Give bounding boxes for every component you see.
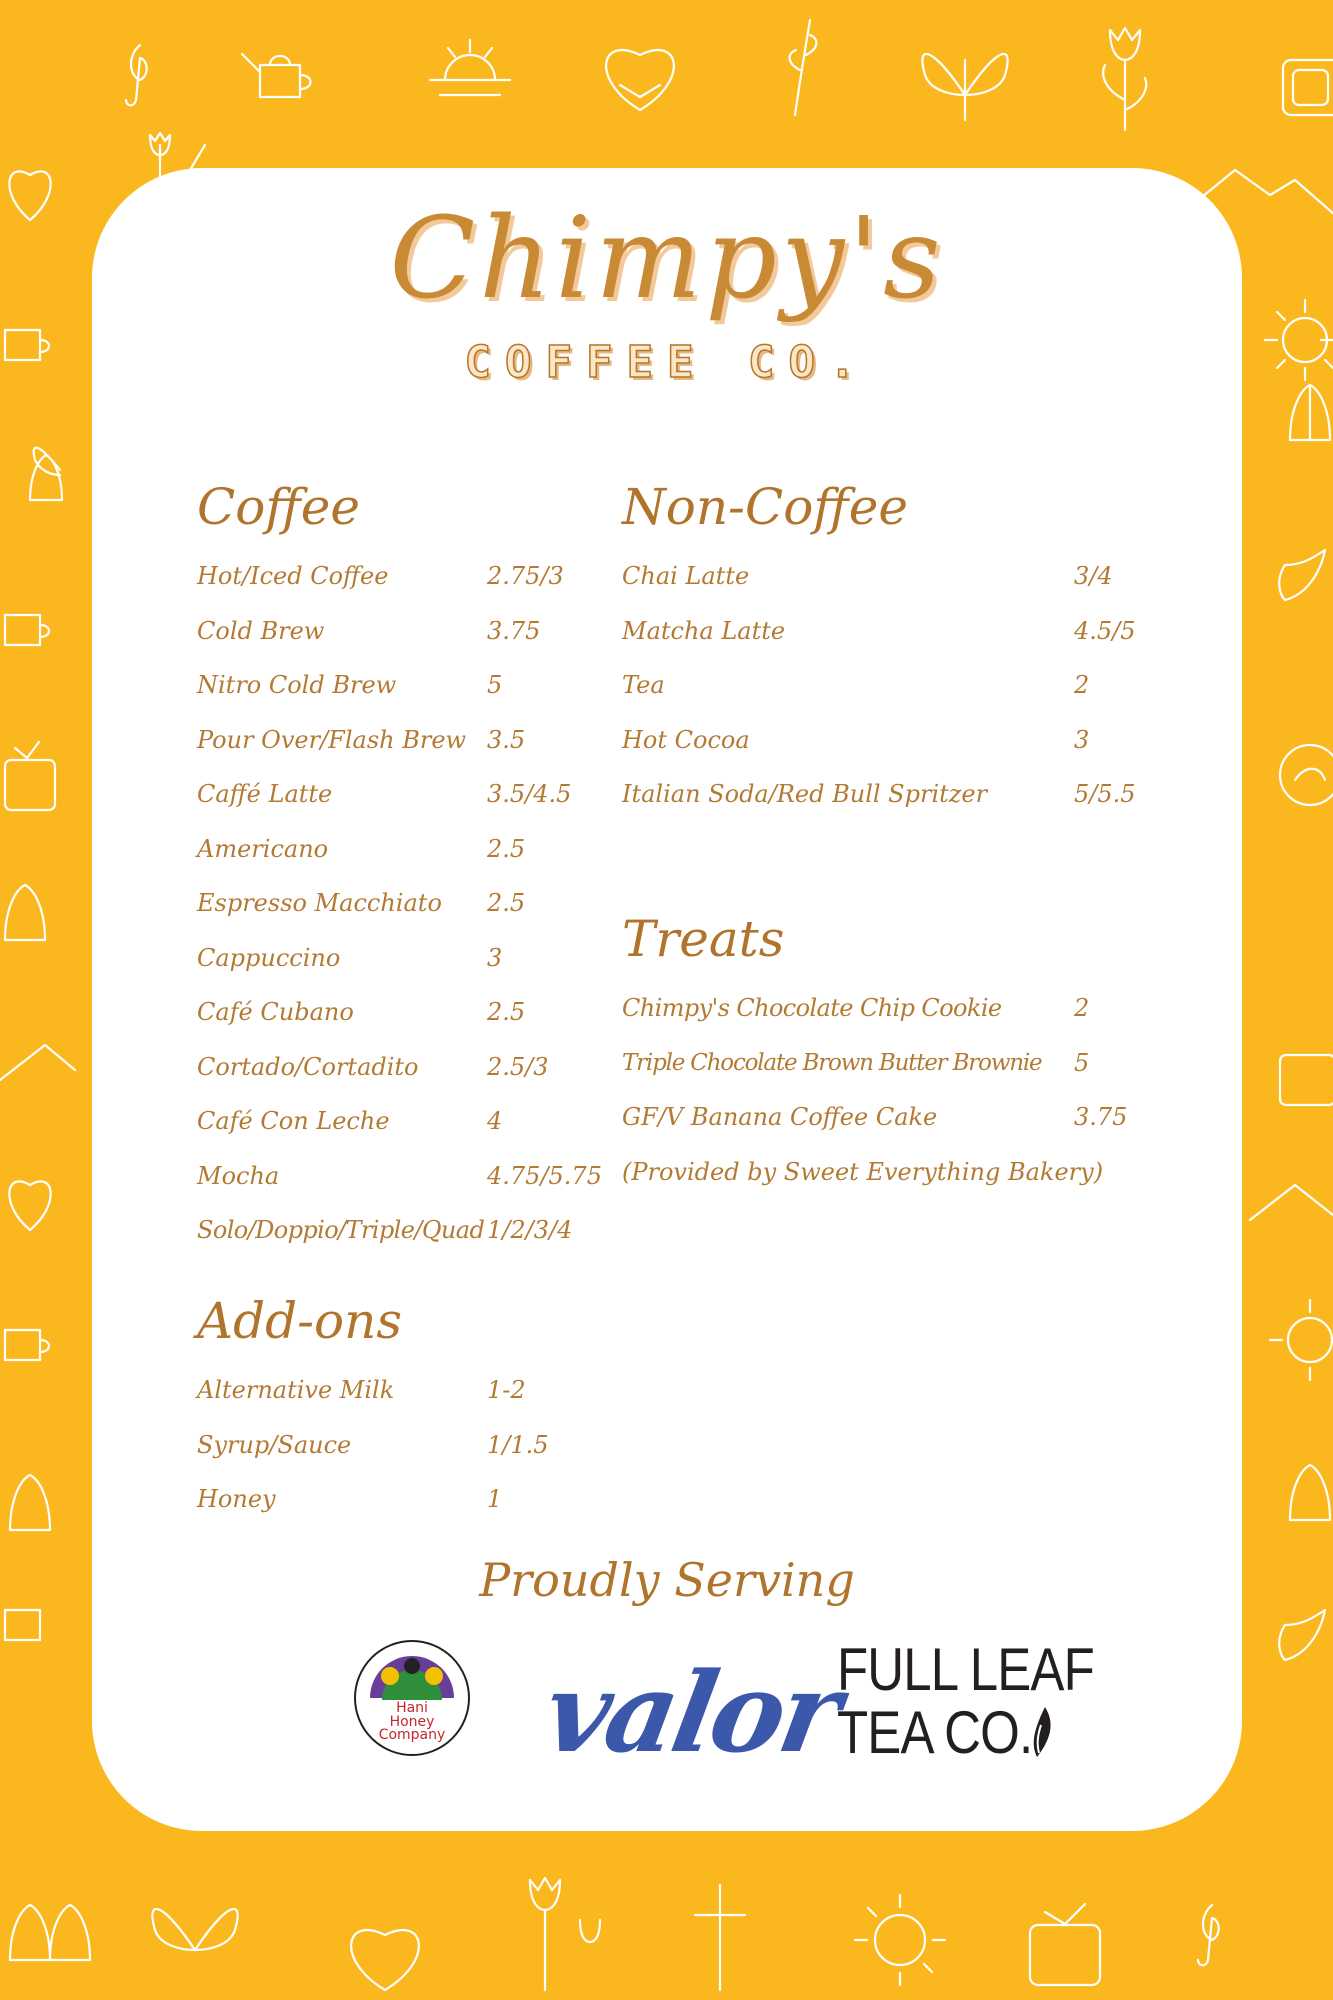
menu-item	[197, 1363, 549, 1418]
tv-icon	[5, 742, 55, 810]
menu-item	[622, 767, 1136, 822]
item-name: Honey	[197, 1485, 276, 1514]
item-price: 1/1.5	[487, 1430, 549, 1459]
sun-icon	[855, 1895, 945, 1985]
tv-icon	[1030, 1904, 1100, 1985]
item-name: Hot/Iced Coffee	[197, 562, 389, 591]
item-name: Café Cubano	[197, 998, 354, 1027]
item-name: Cappuccino	[197, 943, 341, 972]
item-name: Matcha Latte	[622, 616, 786, 645]
sun-icon	[1265, 300, 1333, 380]
section-treats	[622, 912, 1127, 1199]
item-price: 2	[1074, 671, 1090, 700]
hani-line2: Honey	[389, 1714, 435, 1730]
praying-hands-icon	[5, 885, 45, 940]
menu-list	[197, 1363, 549, 1527]
item-name: Caffé Latte	[197, 780, 333, 809]
menu-item	[622, 1036, 1127, 1091]
item-name: Americano	[197, 834, 329, 863]
item-price: 5	[487, 671, 503, 700]
item-price: 2.5	[487, 998, 526, 1027]
full-leaf-line2: TEA CO.	[837, 1699, 1033, 1766]
item-name: Cortado/Cortadito	[197, 1052, 419, 1081]
section-coffee	[197, 480, 602, 1258]
menu-list	[197, 549, 602, 1258]
menu-item	[197, 985, 602, 1040]
butterfly-icon	[922, 54, 1007, 120]
menu-item	[197, 1040, 602, 1095]
mountain-icon	[0, 1045, 75, 1080]
menu-item	[197, 876, 602, 931]
treble-clef-icon	[1198, 1905, 1219, 1965]
tv-icon	[1283, 60, 1333, 115]
menu-item	[622, 1145, 1127, 1200]
item-price: 5	[1074, 1048, 1090, 1077]
valor-text: valor	[535, 1648, 847, 1777]
item-name: Chimpy's Chocolate Chip Cookie	[622, 994, 1002, 1023]
menu-item	[197, 1203, 602, 1258]
kettle-icon	[5, 1330, 49, 1360]
hani-line3: Company	[378, 1727, 446, 1743]
item-name: Nitro Cold Brew	[197, 671, 397, 700]
menu-item	[197, 604, 602, 659]
menu-item	[197, 1418, 549, 1473]
item-price: 3/4	[1074, 562, 1113, 591]
heart-hands-icon	[606, 50, 674, 110]
item-name: Pour Over/Flash Brew	[197, 725, 467, 754]
item-name: Tea	[622, 671, 665, 700]
kettle-icon	[242, 54, 311, 97]
kettle-icon	[5, 615, 49, 645]
tulip-icon	[530, 1878, 600, 1990]
item-price: 2.5	[487, 834, 526, 863]
menu-item	[622, 549, 1136, 604]
valor-logo	[535, 1648, 847, 1777]
menu-item	[197, 658, 602, 713]
tulip-icon	[1103, 28, 1146, 130]
brand-header	[92, 194, 1242, 389]
menu-item	[197, 549, 602, 604]
section-non-coffee	[622, 480, 1136, 822]
item-name: Espresso Macchiato	[197, 889, 442, 918]
menu-item	[197, 713, 602, 768]
brand-name: Chimpy's	[389, 194, 945, 324]
kettle-icon	[5, 1610, 40, 1640]
item-price: 3	[487, 943, 503, 972]
item-price: 3.75	[487, 616, 541, 645]
section-title: Treats	[622, 910, 785, 968]
menu-list	[622, 549, 1136, 822]
bakery-note: (Provided by Sweet Everything Bakery)	[622, 1157, 1104, 1186]
item-name: Mocha	[197, 1161, 280, 1190]
section-title: Coffee	[197, 478, 360, 536]
item-price: 1-2	[487, 1376, 526, 1405]
hani-line1: Hani	[396, 1700, 428, 1716]
menu-card	[92, 168, 1242, 1831]
menu-item	[197, 1094, 602, 1149]
cross-icon	[695, 1885, 745, 1990]
item-price: 3.5	[487, 725, 526, 754]
full-leaf-line1: FULL LEAF	[837, 1636, 1094, 1703]
section-addons	[197, 1294, 549, 1527]
mountain-icon	[1250, 1185, 1333, 1220]
menu-item	[197, 931, 602, 986]
tv-icon	[1280, 1055, 1333, 1105]
kettle-icon	[5, 330, 49, 360]
menu-list	[622, 981, 1127, 1199]
butterfly-icon	[34, 448, 60, 475]
menu-item	[197, 822, 602, 877]
menu-item	[197, 1149, 602, 1204]
sunrise-icon	[430, 40, 510, 95]
section-title: Non-Coffee	[622, 478, 908, 536]
item-price: 2.5/3	[487, 1052, 549, 1081]
item-price: 4.5/5	[1074, 616, 1136, 645]
butterfly-icon	[152, 1909, 237, 1950]
item-price: 4.75/5.75	[487, 1161, 602, 1190]
treble-clef-icon	[126, 45, 147, 105]
flower-stem-icon	[790, 20, 817, 115]
heart-hands-icon	[9, 1181, 50, 1230]
item-name: Triple Chocolate Brown Butter Brownie	[622, 1049, 1042, 1076]
menu-item	[622, 713, 1136, 768]
heart-hands-icon	[351, 1930, 419, 1990]
item-price: 3.75	[1074, 1103, 1128, 1132]
brand-subtitle: COFFEE CO.	[464, 337, 870, 389]
proudly-serving-title: Proudly Serving	[479, 1553, 855, 1607]
item-price: 5/5.5	[1074, 780, 1136, 809]
menu-item	[622, 1090, 1127, 1145]
item-name: Chai Latte	[622, 562, 750, 591]
latte-art-icon	[1280, 745, 1333, 805]
menu-item	[622, 658, 1136, 713]
menu-item	[622, 981, 1127, 1036]
full-leaf-line2-wrap	[837, 1701, 1139, 1764]
item-name: Cold Brew	[197, 616, 325, 645]
item-name: Alternative Milk	[197, 1376, 395, 1405]
sun-icon	[1270, 1300, 1332, 1380]
item-name: GF/V Banana Coffee Cake	[622, 1103, 938, 1132]
praying-hands-icon	[10, 1905, 90, 1960]
heart-hands-icon	[9, 171, 50, 220]
bee-honeycomb-logo	[352, 1638, 472, 1758]
item-price: 2.75/3	[487, 562, 564, 591]
dove-icon	[1279, 1610, 1325, 1660]
full-leaf-tea-logo	[837, 1638, 1139, 1764]
menu-item	[622, 604, 1136, 659]
flame-leaf-icon	[1027, 1705, 1057, 1760]
item-price: 2	[1074, 994, 1090, 1023]
item-name: Café Con Leche	[197, 1107, 390, 1136]
item-price: 4	[487, 1107, 503, 1136]
section-title: Add-ons	[197, 1292, 402, 1350]
item-price: 3.5/4.5	[487, 780, 572, 809]
dove-icon	[1279, 550, 1325, 600]
menu-item	[197, 1472, 549, 1527]
item-price: 3	[1074, 725, 1090, 754]
item-price: 1/2/3/4	[487, 1216, 573, 1245]
item-name: Hot Cocoa	[622, 725, 750, 754]
praying-hands-icon	[1290, 385, 1330, 440]
item-price: 2.5	[487, 889, 526, 918]
item-name: Italian Soda/Red Bull Spritzer	[622, 780, 988, 809]
item-price: 1	[487, 1485, 503, 1514]
item-name: Solo/Doppio/Triple/Quad	[197, 1216, 485, 1245]
menu-item	[197, 767, 602, 822]
item-name: Syrup/Sauce	[197, 1430, 352, 1459]
hani-honey-logo	[352, 1638, 472, 1758]
